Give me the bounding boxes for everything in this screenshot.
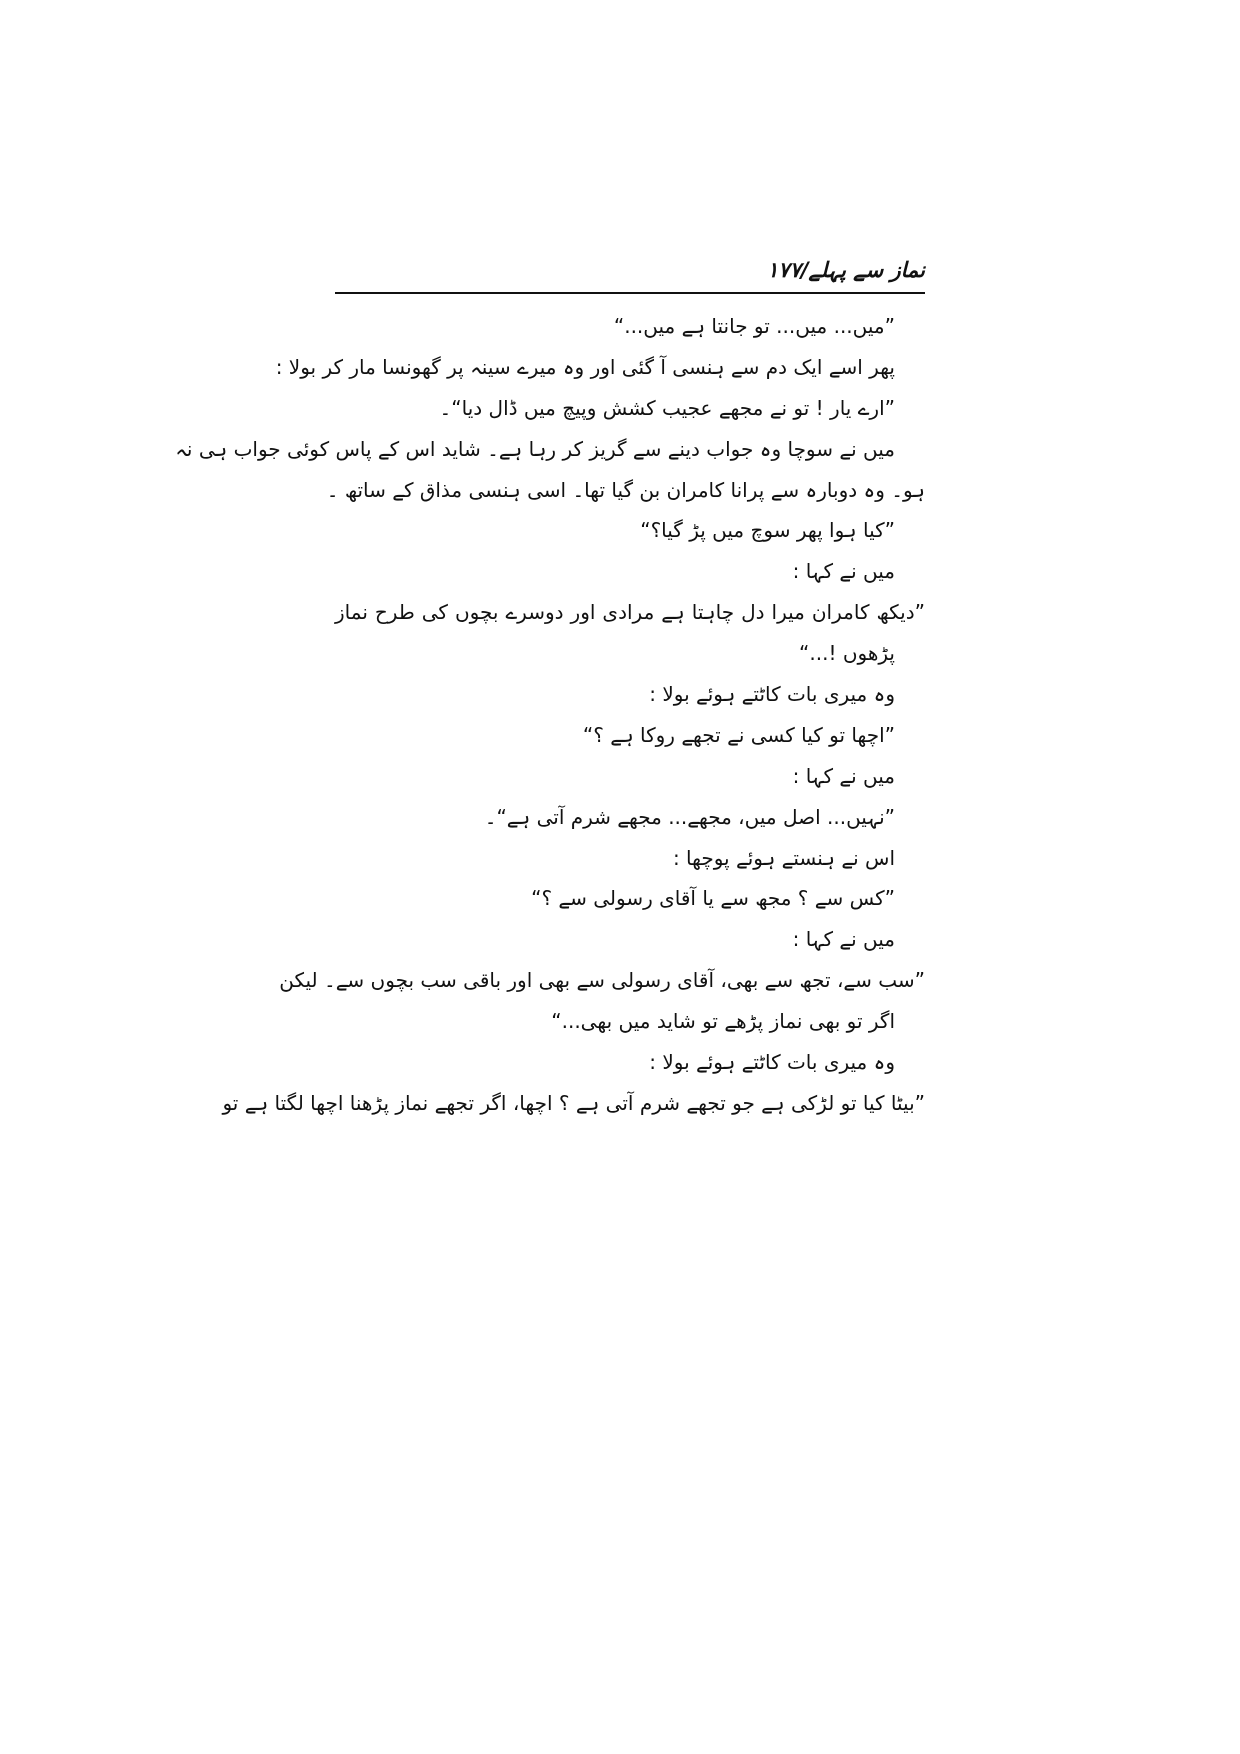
- dialogue-line: ”نہیں... اصل میں، مجھے... مجھے شرم آتی ہے“۔: [484, 804, 895, 829]
- running-header: نماز سے پہلے/۱۷۷: [767, 258, 925, 282]
- narration-line: میں نے سوچا وہ جواب دینے سے گریز کر رہا ہے۔ شاید اس کے پاس کوئی جواب ہی نہ: [175, 436, 895, 461]
- dialogue-line: ”کیا ہوا پھر سوچ میں پڑ گیا؟“: [640, 518, 895, 543]
- dialogue-line: ”بیٹا کیا تو لڑکی ہے جو تجھے شرم آتی ہے ؟ اچھا، اگر تجھے نماز پڑھنا اچھا لگتا ہے تو: [222, 1090, 925, 1115]
- speaker-line: میں نے کہا :: [792, 763, 895, 788]
- speaker-line: میں نے کہا :: [792, 927, 895, 952]
- narration-line: ہو۔ وہ دوبارہ سے پرانا کامران بن گیا تھا۔ اسی ہنسی مذاق کے ساتھ ۔: [326, 477, 925, 502]
- dialogue-line: ”میں... میں... تو جانتا ہے میں...“: [613, 314, 895, 338]
- speaker-line: وہ میری بات کاٹتے ہوئے بولا :: [649, 682, 895, 707]
- body-text: [175, 306, 925, 1124]
- dialogue-line: ”کس سے ؟ مجھ سے یا آقای رسولی سے ؟“: [531, 886, 895, 911]
- speaker-line: وہ میری بات کاٹتے ہوئے بولا :: [649, 1050, 895, 1075]
- dialogue-line: پڑھوں !...“: [799, 641, 895, 666]
- header-rule: [335, 292, 925, 294]
- speaker-line: اس نے ہنستے ہوئے پوچھا :: [672, 845, 895, 870]
- narration-line: پھر اسے ایک دم سے ہنسی آ گئی اور وہ میرے سینہ پر گھونسا مار کر بولا :: [275, 354, 895, 379]
- speaker-line: میں نے کہا :: [792, 559, 895, 584]
- dialogue-line: اگر تو بھی نماز پڑھے تو شاید میں بھی...“: [551, 1009, 895, 1034]
- dialogue-line: ”اچھا تو کیا کسی نے تجھے روکا ہے ؟“: [582, 722, 895, 747]
- dialogue-line: ”سب سے، تجھ سے بھی، آقای رسولی سے بھی اور باقی سب بچوں سے۔ لیکن: [279, 968, 925, 993]
- dialogue-line: ”ارے یار ! تو نے مجھے عجیب کشش وپیچ میں ڈال دیا“۔: [439, 395, 895, 420]
- dialogue-line: ”دیکھ کامران میرا دل چاہتا ہے مرادی اور دوسرے بچوں کی طرح نماز: [335, 600, 925, 625]
